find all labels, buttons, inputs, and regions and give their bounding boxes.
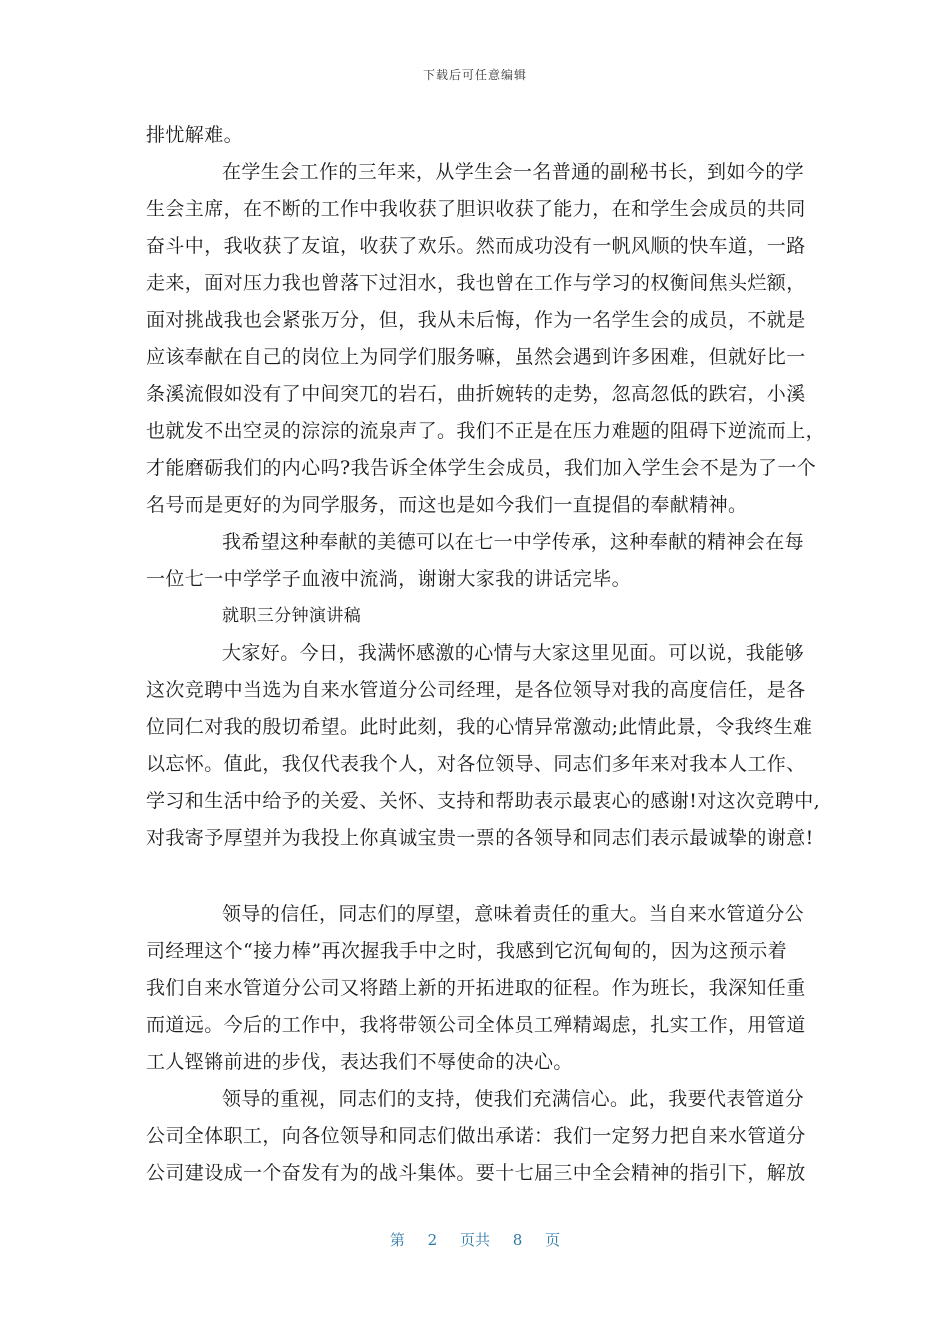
text-line: 走来，面对压力我也曾落下过泪水，我也曾在工作与学习的权衡间焦头烂额，: [146, 272, 806, 294]
text-line: 我们自来水管道分公司又将踏上新的开拓进取的征程。作为班长，我深知任重: [146, 977, 806, 999]
text-line: 公司全体职工，向各位领导和同志们做出承诺：我们一定努力把自来水管道分: [146, 1125, 806, 1147]
current-page-number: 2: [427, 1231, 438, 1249]
text-line: 一位七一中学学子血液中流淌，谢谢大家我的讲话完毕。: [146, 568, 632, 590]
text-line: 才能磨砺我们的内心吗?我告诉全体学生会成员，我们加入学生会不是为了一个: [146, 457, 817, 479]
text-line: 对我寄予厚望并为我投上你真诚宝贵一票的各领导和同志们表示最诚挚的谢意!: [146, 827, 814, 849]
text-line: 公司建设成一个奋发有为的战斗集体。要十七届三中全会精神的指引下，解放: [146, 1162, 806, 1184]
text-line: 学习和生活中给予的关爱、关怀、支持和帮助表示最衷心的感谢!对这次竞聘中,: [146, 790, 821, 812]
paragraph-start: 我希望这种奉献的美德可以在七一中学传承，这种奉献的精神会在每: [222, 531, 805, 553]
text-line: 工人铿锵前进的步伐，表达我们不辱使命的决心。: [146, 1051, 573, 1073]
page-label-middle: 页共: [459, 1231, 490, 1249]
text-line: 司经理这个“接力棒”再次握我手中之时，我感到它沉甸甸的，因为这预示着: [146, 940, 788, 962]
text-line: 奋斗中，我收获了友谊，收获了欢乐。然而成功没有一帆风顺的快车道，一路: [146, 235, 806, 257]
text-line: 排忧解难。: [146, 124, 244, 146]
page-label-suffix: 页: [545, 1231, 561, 1249]
text-line: 以忘怀。值此，我仅代表我个人，对各位领导、同志们多年来对我本人工作、: [146, 753, 806, 775]
page-header: 下载后可任意编辑: [422, 68, 527, 82]
paragraph-start: 领导的重视，同志们的支持，使我们充满信心。此，我要代表管道分: [222, 1088, 805, 1110]
text-line: 这次竞聘中当选为自来水管道分公司经理，是各位领导对我的高度信任，是各: [146, 679, 806, 701]
paragraph-start: 大家好。今日，我满怀感激的心情与大家这里见面。可以说，我能够: [222, 642, 805, 664]
section-title: 就职三分钟演讲稿: [222, 606, 362, 626]
text-line: 条溪流假如没有了中间突兀的岩石，曲折婉转的走势，忽高忽低的跌宕，小溪: [146, 383, 806, 405]
text-line: 而道远。今后的工作中，我将带领公司全体员工殚精竭虑，扎实工作，用管道: [146, 1014, 806, 1036]
total-page-number: 8: [512, 1231, 523, 1249]
page-label-prefix: 第: [389, 1231, 405, 1249]
text-line: 位同仁对我的殷切希望。此时此刻，我的心情异常激动;此情此景，令我终生难: [146, 716, 813, 738]
document-body: [146, 117, 826, 1192]
text-line: 名号而是更好的为同学服务，而这也是如今我们一直提倡的奉献精神。: [146, 494, 748, 516]
paragraph-start: 在学生会工作的三年来，从学生会一名普通的副秘书长，到如今的学: [222, 161, 805, 183]
paragraph-start: 领导的信任，同志们的厚望，意味着责任的重大。当自来水管道分公: [222, 903, 805, 925]
text-line: 应该奉献在自己的岗位上为同学们服务嘛，虽然会遇到许多困难，但就好比一: [146, 346, 806, 368]
text-line: 也就发不出空灵的淙淙的流泉声了。我们不正是在压力难题的阻碍下逆流而上，: [146, 420, 826, 442]
text-line: 面对挑战我也会紧张万分，但，我从未后悔，作为一名学生会的成员，不就是: [146, 309, 806, 331]
page-footer: [0, 1229, 950, 1250]
text-line: 生会主席，在不断的工作中我收获了胆识收获了能力，在和学生会成员的共同: [146, 198, 806, 220]
blank-line: [146, 857, 810, 896]
